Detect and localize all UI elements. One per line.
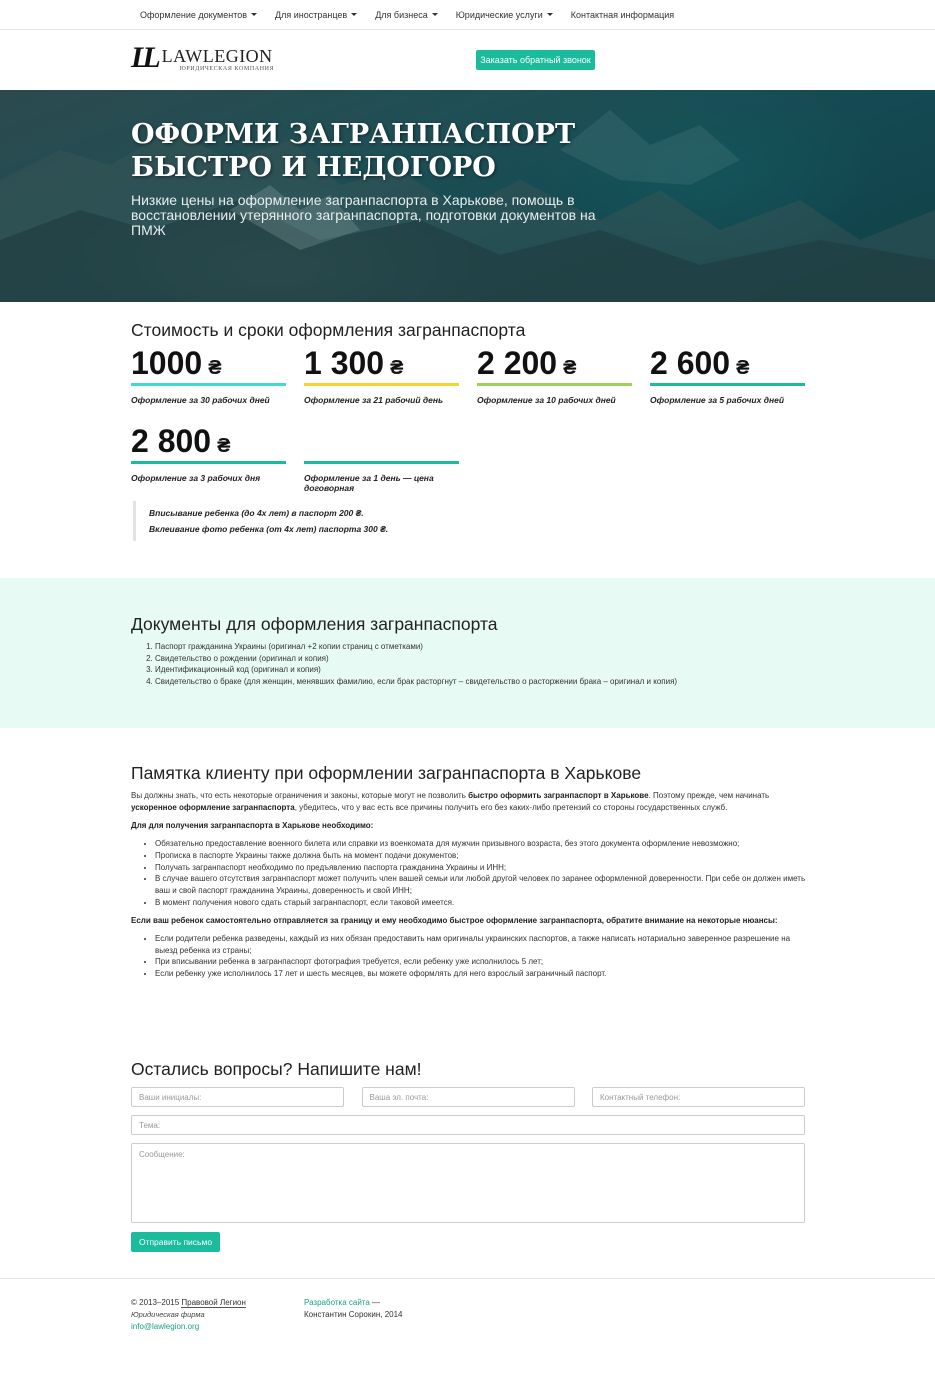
price-bar — [131, 461, 286, 464]
list-item: 3. Идентификационный код (оригинал и копия) — [155, 664, 935, 676]
logo-mark: LL — [131, 41, 154, 74]
nav-item-business[interactable] — [375, 10, 438, 20]
nav-item-legal-services[interactable] — [456, 10, 553, 20]
name-input[interactable]: Ваши инициалы: — [131, 1087, 344, 1107]
memo-section — [131, 763, 806, 980]
price-value: 2 800 — [131, 423, 212, 459]
email-link[interactable]: info@lawlegion.org — [131, 1322, 200, 1331]
copyright-text: © 2013–2015 — [131, 1298, 182, 1307]
nav-item-label: Для бизнеса — [375, 9, 428, 20]
contact-form — [131, 1059, 805, 1252]
hryvnia-icon: ₴ — [390, 357, 404, 379]
hryvnia-icon: ₴ — [208, 357, 222, 379]
nav-item-label: Для иностранцев — [275, 9, 348, 20]
memo-intro-bold: быстро оформить загранпаспорт в Харькове — [468, 791, 649, 800]
logo-name: LAWLEGION — [161, 46, 273, 66]
footer-developer — [304, 1297, 403, 1321]
memo-list — [155, 933, 806, 980]
memo-intro-text: , убедитесь, что у вас есть все причины получить его без каких-либо претензий со стороны государственных служб. — [294, 802, 728, 812]
contact-title: Остались вопросы? Напишите нам! — [131, 1059, 422, 1079]
list-item: • Если родители ребенка разведены, каждый из них обязан предоставить нам оригиналы украинских паспортов, а также написать нотариально заверенное разрешение на выезд ребенка из страны; — [155, 933, 806, 956]
list-item: • Обязательно предоставление военного билета или справки из военкомата для мужчин призывного возраста, без этого документа оформление невозможно; — [155, 838, 806, 850]
list-item: • Прописка в паспорте Украины также должна быть на момент подачи документов; — [155, 850, 806, 862]
hero-title — [131, 118, 651, 184]
price-value: 2 200 — [477, 345, 558, 381]
footer — [0, 1278, 935, 1379]
chevron-down-icon — [547, 13, 553, 16]
company-subtitle: Юридическая фирма — [131, 1310, 205, 1319]
hero-title-line1: ОФОРМИ ЗАГРАНПАСПОРТ — [131, 119, 576, 150]
price-card — [477, 343, 632, 421]
memo-heading: Для для получения загранпаспорта в Харькове необходимо: — [131, 821, 374, 831]
hryvnia-icon: ₴ — [736, 357, 750, 379]
list-item: 2. Свидетельство о рождении (оригинал и копия) — [155, 653, 935, 665]
callback-button[interactable]: Заказать обратный звонок — [476, 50, 595, 70]
list-item: 4. Свидетельство о браке (для женщин, менявших фамилию, если брак расторгнут – свидетельство о расторжении брака – оригинал и копия) — [155, 676, 935, 688]
hero-title-line2: БЫСТРО И НЕДОГОРО — [131, 152, 496, 183]
dev-dash: — — [369, 1298, 381, 1307]
price-value: 1 300 — [304, 345, 385, 381]
footer-copyright — [131, 1297, 246, 1333]
nav-item-contacts[interactable] — [571, 10, 674, 20]
price-bar — [477, 383, 632, 386]
nav-item-label: Юридические услуги — [455, 9, 543, 20]
memo-intro — [131, 790, 806, 813]
price-note: Вклеивание фото ребенка (от 4х лет) паспорта 300 ₴. — [149, 524, 389, 534]
subject-input[interactable]: Тема: — [131, 1115, 805, 1135]
list-item: • В случае вашего отсутствия загранпаспорт может получить член вашей семьи или любой другой человек по заранее оформленной доверенности. При себе он должен иметь ваш и свой паспорт гражданина Украины, доверенность и свой ИНН; — [155, 873, 806, 896]
nav-item-documents[interactable] — [140, 10, 257, 20]
dev-name: Константин Сорокин, 2014 — [304, 1310, 403, 1319]
list-item: • Получать загранпаспорт необходимо по предъявлению паспорта гражданина Украины и ИНН; — [155, 862, 806, 874]
chevron-down-icon — [251, 13, 257, 16]
price-card — [131, 421, 286, 499]
documents-section — [0, 578, 935, 728]
hero-subtitle: Низкие цены на оформление загранпаспорта в Харькове, помощь в восстановлении утерянного загранпаспорта, подготовки документов на ПМЖ — [131, 192, 596, 238]
list-item: • В момент получения нового сдать старый загранпаспорт, если таковой имеется. — [155, 897, 806, 909]
price-label: Оформление за 21 рабочий день — [304, 395, 444, 405]
chevron-down-icon — [351, 13, 357, 16]
prices-section — [0, 302, 935, 541]
company-link[interactable]: Правовой Легион — [181, 1298, 246, 1307]
hryvnia-icon: ₴ — [217, 435, 231, 457]
phone-input[interactable]: Контактный телефон: — [592, 1087, 805, 1107]
price-label: Оформление за 3 рабочих дня — [131, 473, 261, 483]
hero-banner — [0, 90, 935, 302]
dev-link[interactable]: Разработка сайта — [304, 1298, 370, 1307]
email-input[interactable]: Ваша эл. почта: — [362, 1087, 575, 1107]
logo[interactable] — [131, 43, 274, 73]
price-card — [304, 343, 459, 421]
top-nav — [0, 0, 935, 30]
price-grid — [131, 343, 831, 499]
price-bar — [304, 383, 459, 386]
price-card — [131, 343, 286, 421]
price-card — [650, 343, 805, 421]
hryvnia-icon: ₴ — [563, 357, 577, 379]
price-label: Оформление за 1 день — цена договорная — [304, 473, 434, 493]
memo-heading: Если ваш ребенок самостоятельно отправляется за границу и ему необходимо быстрое оформление загранпаспорта, обратите внимание на некоторые нюансы: — [131, 916, 778, 926]
price-card — [304, 421, 459, 499]
price-label: Оформление за 5 рабочих дней — [650, 395, 785, 405]
chevron-down-icon — [432, 13, 438, 16]
price-label: Оформление за 10 рабочих дней — [477, 395, 616, 405]
price-value: 2 600 — [650, 345, 731, 381]
memo-intro-bold: ускоренное оформление загранпаспорта — [131, 802, 295, 812]
price-label: Оформление за 30 рабочих дней — [131, 395, 270, 405]
memo-intro-text: . Поэтому прежде, чем начинать — [648, 791, 770, 800]
list-item: • При вписывании ребенка в загранпаспорт фотография требуется, если ребенку уже исполнилось 5 лет; — [155, 956, 806, 968]
list-item: • Если ребенку уже исполнилось 17 лет и шесть месяцев, вы можете оформлять для него взрослый заграничный паспорт. — [155, 968, 806, 980]
documents-title: Документы для оформления загранпаспорта — [131, 614, 498, 634]
message-textarea[interactable]: Сообщение: — [131, 1143, 805, 1223]
price-bar — [131, 383, 286, 386]
list-item: 1. Паспорт гражданина Украины (оригинал +2 копии страниц с отметками) — [155, 641, 935, 653]
price-value: 1000 — [131, 345, 203, 381]
logo-subtitle: ЮРИДИЧЕСКАЯ КОМПАНИЯ — [179, 66, 275, 72]
prices-title: Стоимость и сроки оформления загранпаспорта — [131, 320, 526, 340]
memo-list — [155, 838, 806, 908]
site-header — [0, 30, 935, 90]
price-bar — [304, 461, 459, 464]
nav-item-label: Оформление документов — [140, 9, 248, 20]
send-button[interactable]: Отправить письмо — [131, 1232, 220, 1252]
nav-item-label: Контактная информация — [570, 9, 675, 20]
price-notes — [133, 501, 533, 541]
price-note: Вписывание ребенка (до 4х лет) в паспорт 200 ₴. — [149, 508, 364, 518]
memo-intro-text: Вы должны знать, что есть некоторые ограничения и законы, которые могут не позволить — [131, 791, 469, 800]
nav-item-foreigners[interactable] — [275, 10, 357, 20]
memo-title: Памятка клиенту при оформлении загранпаспорта в Харькове — [131, 763, 642, 783]
documents-list — [155, 641, 935, 688]
price-bar — [650, 383, 805, 386]
